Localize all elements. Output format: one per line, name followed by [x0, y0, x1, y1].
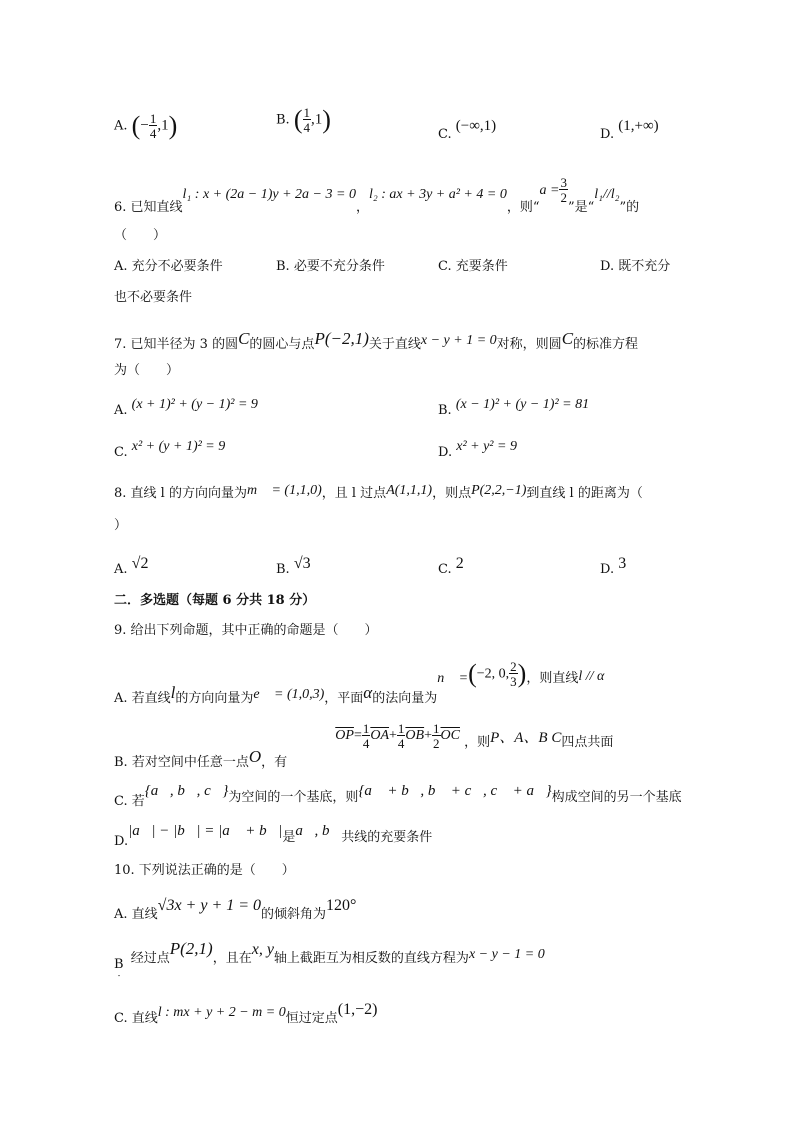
- q6-option-b: B. 必要不充分条件: [276, 259, 385, 274]
- q9-option-d: D.|a⃗| − |b⃗| = |a⃗ + b⃗|是a⃗, b⃗共线的充要条件: [114, 823, 433, 849]
- q9-stem: 9. 给出下列命题，其中正确的命题是（ ）: [114, 623, 378, 638]
- q7-option-a: A. (x + 1)² + (y − 1)² = 9: [114, 397, 258, 418]
- q8-stem-line2: ）: [114, 518, 128, 533]
- q6-option-d: D. 既不充分: [600, 259, 671, 274]
- q5-option-b: B. ( $\frac{1}{4}$ ,1): [276, 105, 331, 135]
- q9-option-b: B. 若对空间中任意一点O，有 $\overline{OP}=$ $\frac{1}{4}$ $\overline{OA}+$ $\frac{1}{4}$ $\overline{OB}+$ $\frac{1}{2}$ $\overline{OC}$ ，则P、A、B C四点共面: [114, 721, 614, 770]
- q6-option-c: C. 充要条件: [438, 259, 508, 274]
- q8-option-d: D. 3: [600, 555, 627, 577]
- q6-option-a: A. 充分不必要条件: [114, 259, 223, 274]
- q9-option-a: A. 若直线l的方向向量为e⃗ = (1,0,3)，平面α的法向量为n⃗ =(−2, 0, $\frac{2}{3}$ )，则直线l // α: [114, 659, 605, 706]
- q10-option-c: C. 直线l : mx + y + 2 − m = 0恒过定点(1,−2): [114, 1001, 378, 1026]
- q6-answer-paren: （ ）: [114, 228, 167, 243]
- q10-option-b: $B_.$ 经过点P(2,1)，且在x, y轴上截距互为相反数的直线方程为x − y − 1 = 0: [114, 939, 545, 979]
- q8-option-c: C. 2: [438, 555, 464, 577]
- q7-option-b: B. (x − 1)² + (y − 1)² = 81: [438, 397, 590, 418]
- q8-option-a: A. √2: [114, 555, 149, 577]
- q6-option-d-cont: 也不必要条件: [114, 290, 193, 305]
- q7-stem-line1: 7. 已知半径为 3 的圆C的圆心与点P(−2,1)关于直线x − y + 1 = 0对称，则圆C的标准方程: [114, 329, 639, 352]
- q10-option-a: A. 直线√3x + y + 1 = 0的倾斜角为120°: [114, 897, 357, 922]
- q8-option-b: B. √3: [276, 555, 311, 577]
- section-title-multiple-choice: 二．多选题（每题 6 分共 18 分）: [114, 593, 316, 608]
- q10-stem: 10. 下列说法正确的是（ ）: [114, 863, 295, 878]
- q7-stem-line2: 为（ ）: [114, 363, 180, 378]
- q7-option-d: D. x² + y² = 9: [438, 439, 517, 460]
- q5-option-d: D. (1,+∞): [600, 118, 659, 142]
- q9-option-c: C. 若{a⃗, b⃗, c⃗}为空间的一个基底，则{a⃗ + b⃗, b⃗ + c⃗, c⃗ + a⃗}构成空间的另一个基底: [114, 783, 682, 809]
- q7-option-c: C. x² + (y + 1)² = 9: [114, 439, 226, 460]
- q8-stem-line1: 8. 直线 l 的方向向量为m⃗ = (1,1,0)，且 l 过点A(1,1,1)，则点P(2,2,−1)到直线 l 的距离为（: [114, 483, 643, 501]
- q5-option-c: C. (−∞,1): [438, 118, 497, 142]
- q5-option-a: A. (− $\frac{1}{4}$ ,1): [114, 111, 178, 141]
- q6-stem-line1: 6. 已知直线l₁ : x + (2a − 1)y + 2a − 3 = 0，l₂ : ax + 3y + a² + 4 = 0，则“a = $\frac{3}{2}$ ”是“l₁//l₂”的: [114, 175, 640, 215]
